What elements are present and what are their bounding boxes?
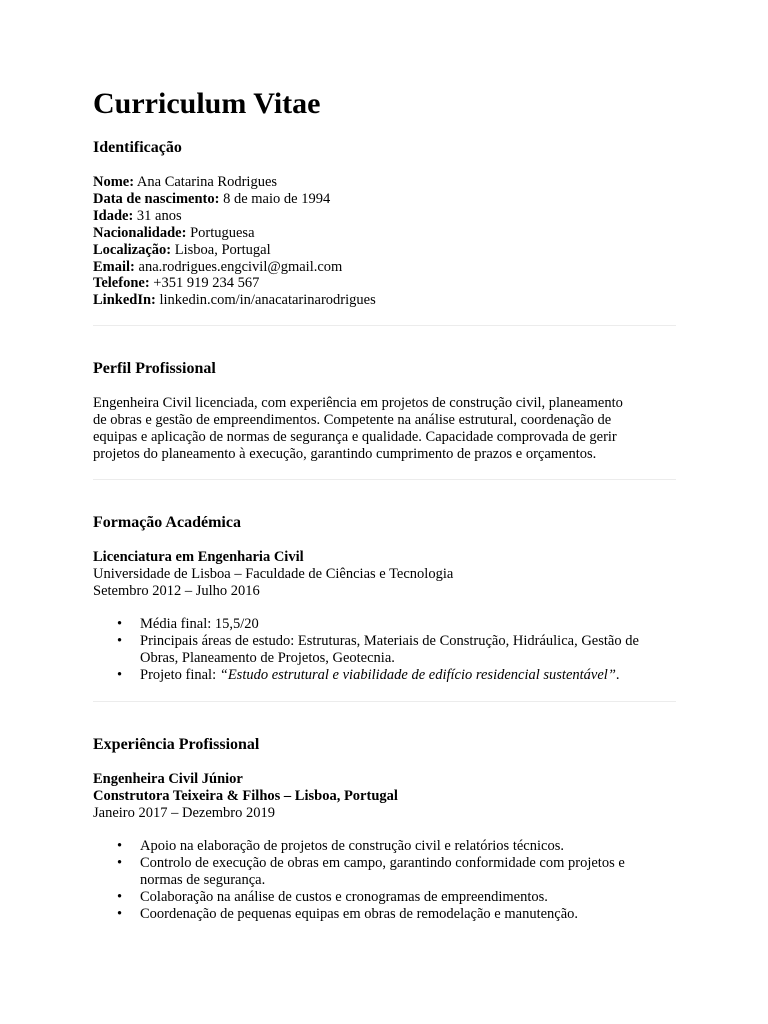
list-item xyxy=(93,889,676,906)
field-label: Localização: xyxy=(93,241,172,258)
field-label: Data de nascimento: xyxy=(93,190,220,207)
project-suffix: . xyxy=(615,666,620,683)
identification-fields xyxy=(93,174,676,309)
field-value: 31 anos xyxy=(136,207,182,224)
list-item xyxy=(93,838,676,855)
education-period: Setembro 2012 – Julho 2016 xyxy=(93,582,260,599)
list-item xyxy=(93,616,676,633)
experience-bullets xyxy=(93,838,676,923)
section-heading-profile: Perfil Profissional xyxy=(93,360,216,377)
degree-title: Licenciatura em Engenharia Civil xyxy=(93,549,304,565)
profile-line: de obras e gestão de empreendimentos. Competente na análise estrutural, coordenação de xyxy=(93,411,612,428)
field-value: 8 de maio de 1994 xyxy=(223,190,331,207)
field-label: Email: xyxy=(93,258,135,275)
field-linkedin xyxy=(93,292,676,309)
duty-text-line2: normas de segurança. xyxy=(140,871,266,888)
field-birthdate xyxy=(93,191,676,208)
field-value: Ana Catarina Rodrigues xyxy=(136,174,278,190)
education-entry xyxy=(93,549,676,600)
field-label: LinkedIn: xyxy=(93,292,156,309)
field-email xyxy=(93,259,676,276)
areas-text-line1: Principais áreas de estudo: Estruturas, Materiais de Construção, Hidráulica, Gestão de xyxy=(140,632,639,649)
field-label: Idade: xyxy=(93,207,134,224)
profile-line: Engenheira Civil licenciada, com experiência em projetos de construção civil, planeamento xyxy=(93,395,623,411)
page-title: Curriculum Vitae xyxy=(93,87,321,120)
profile-line: projetos do planeamento à execução, garantindo cumprimento de prazos e orçamentos. xyxy=(93,445,597,462)
field-value: Lisboa, Portugal xyxy=(174,241,271,258)
list-item xyxy=(93,855,676,889)
job-role: Engenheira Civil Júnior xyxy=(93,771,243,787)
project-title: “Estudo estrutural e viabilidade de edifício residencial sustentável” xyxy=(219,666,616,683)
grade-text: Média final: 15,5/20 xyxy=(140,616,259,632)
field-age xyxy=(93,208,676,225)
field-nationality xyxy=(93,225,676,242)
section-divider xyxy=(93,325,676,326)
education-bullets xyxy=(93,616,676,684)
field-label: Nacionalidade: xyxy=(93,224,187,241)
section-heading-experience: Experiência Profissional xyxy=(93,736,260,753)
duty-text-line1: Controlo de execução de obras em campo, garantindo conformidade com projetos e xyxy=(140,854,625,871)
section-heading-identification: Identificação xyxy=(93,139,182,156)
list-item xyxy=(93,906,676,923)
list-item xyxy=(93,667,676,684)
project-prefix: Projeto final: xyxy=(140,666,220,683)
field-name xyxy=(93,174,676,191)
field-value: Portuguesa xyxy=(190,224,255,241)
section-divider xyxy=(93,479,676,480)
profile-paragraph xyxy=(93,395,676,463)
experience-entry xyxy=(93,771,676,822)
institution-name: Universidade de Lisboa – Faculdade de Ciências e Tecnologia xyxy=(93,565,454,582)
field-label: Nome: xyxy=(93,174,135,190)
profile-line: equipas e aplicação de normas de segurança e qualidade. Capacidade comprovada de gerir xyxy=(93,428,617,445)
areas-text-line2: Obras, Planeamento de Projetos, Geotecnia. xyxy=(140,649,395,666)
section-heading-education: Formação Académica xyxy=(93,514,241,531)
duty-text: Colaboração na análise de custos e cronogramas de empreendimentos. xyxy=(140,888,548,905)
field-phone xyxy=(93,275,676,292)
duty-text: Coordenação de pequenas equipas em obras de remodelação e manutenção. xyxy=(140,905,579,922)
field-value: ana.rodrigues.engcivil@gmail.com xyxy=(138,258,343,275)
list-item xyxy=(93,633,676,667)
job-company: Construtora Teixeira & Filhos – Lisboa, Portugal xyxy=(93,787,398,804)
section-divider xyxy=(93,701,676,702)
field-value: linkedin.com/in/anacatarinarodrigues xyxy=(159,292,376,309)
field-location xyxy=(93,242,676,259)
field-label: Telefone: xyxy=(93,275,150,292)
field-value: +351 919 234 567 xyxy=(153,275,260,292)
job-period: Janeiro 2017 – Dezembro 2019 xyxy=(93,804,276,821)
duty-text: Apoio na elaboração de projetos de construção civil e relatórios técnicos. xyxy=(140,838,564,854)
